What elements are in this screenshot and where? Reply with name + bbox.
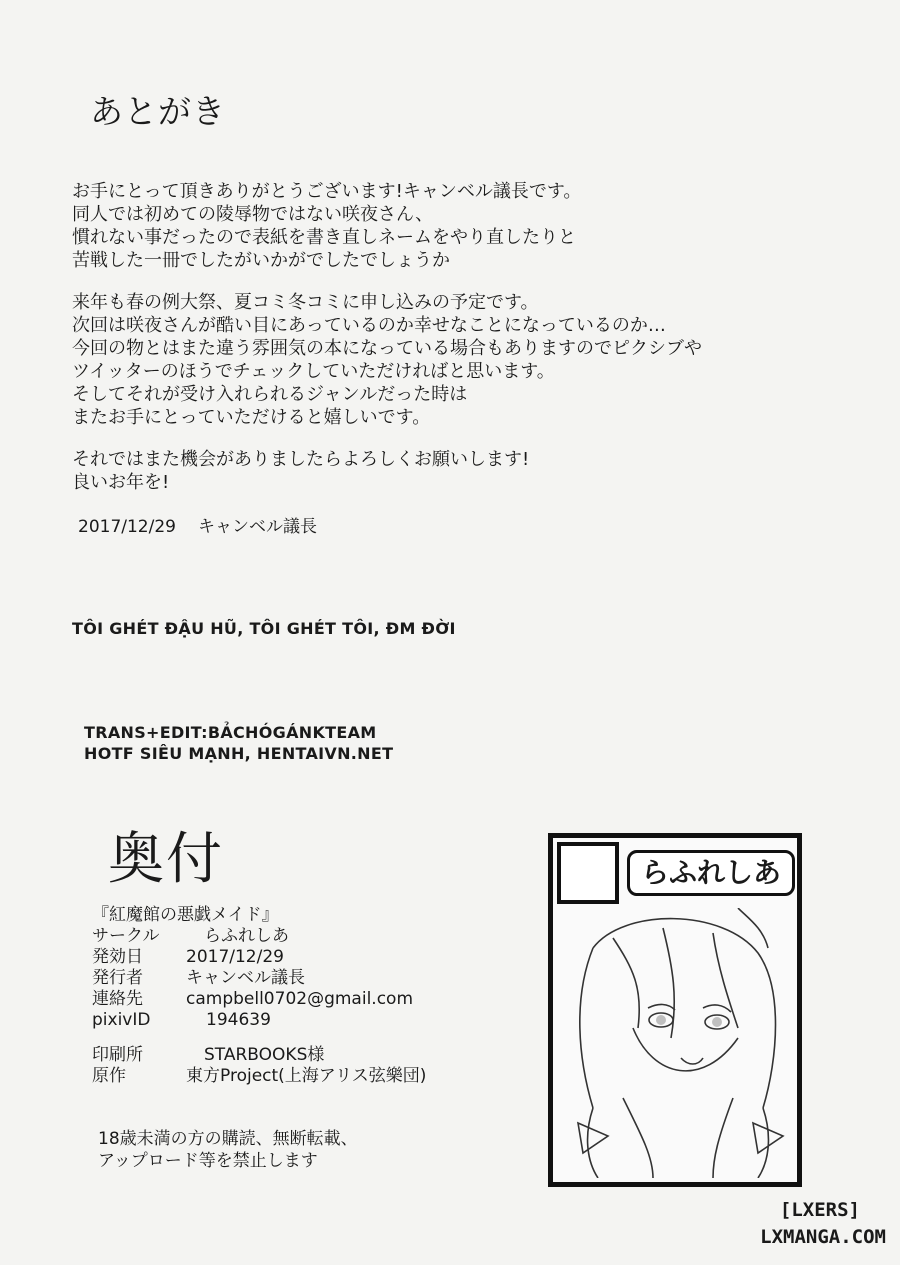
- credit-line: TRANS+EDIT:BẢCHÓGÁNKTEAM: [84, 723, 377, 742]
- colophon-row: [92, 947, 426, 968]
- warning-line: アップロード等を禁止します: [98, 1151, 318, 1171]
- colophon-value: 194639: [206, 1010, 271, 1030]
- colophon-value: 東方Project(上海アリス弦樂団): [186, 1066, 427, 1086]
- credit-line: HOTF SIÊU MẠNH, HENTAIVN.NET: [84, 744, 394, 763]
- afterword-line: 慣れない事だったので表紙を書き直しネームをやり直したりと: [72, 227, 576, 248]
- colophon-key: 原作: [92, 1066, 126, 1086]
- age-warning: [98, 1128, 358, 1172]
- afterword-line: 今回の物とはまた違う雰囲気の本になっている場合もありますのでピクシブや: [72, 338, 702, 359]
- afterword-body: [72, 180, 702, 494]
- stamp-box: [557, 842, 619, 904]
- colophon-row: [92, 926, 426, 947]
- colophon-value: STARBOOKS様: [204, 1045, 325, 1065]
- watermark-site: LXMANGA.COM: [760, 1226, 886, 1248]
- afterword-line: そしてそれが受け入れられるジャンルだった時は: [72, 384, 468, 405]
- afterword-line: 良いお年を!: [72, 472, 170, 493]
- afterword-signoff: [78, 512, 317, 537]
- colophon-key: 印刷所: [92, 1045, 143, 1065]
- watermark-tag: [LXERS]: [779, 1199, 860, 1221]
- colophon-heading: 奥付: [108, 827, 224, 892]
- afterword-line: ツイッターのほうでチェックしていただければと思います。: [72, 361, 555, 382]
- colophon-key: pixivID: [92, 1010, 151, 1030]
- afterword-line: またお手にとっていただけると嬉しいです。: [72, 407, 431, 428]
- colophon-key: サークル: [92, 926, 160, 946]
- colophon-value: らふれしあ: [204, 926, 289, 946]
- colophon: [92, 905, 426, 1087]
- colophon-value: 2017/12/29: [186, 947, 284, 967]
- colophon-key: 連絡先: [92, 989, 143, 1009]
- colophon-row: [92, 1066, 426, 1087]
- translator-credits: [84, 722, 393, 764]
- afterword-line: 次回は咲夜さんが酷い目にあっているのか幸せなことになっているのか…: [72, 315, 666, 336]
- colophon-row: [92, 968, 426, 989]
- afterword-line: お手にとって頂きありがとうございます!キャンベル議長です。: [72, 181, 582, 202]
- warning-line: 18歳未満の方の購読、無断転載、: [98, 1129, 358, 1149]
- afterword-line: 苦戦した一冊でしたがいかがでしたでしょうか: [72, 250, 450, 271]
- colophon-row: [92, 989, 426, 1010]
- colophon-key: 発効日: [92, 947, 143, 967]
- cover-thumbnail: [548, 833, 802, 1187]
- afterword-line: 同人では初めての陵辱物ではない咲夜さん、: [72, 204, 434, 225]
- book-title: 『紅魔館の悪戯メイド』: [92, 905, 279, 925]
- colophon-row: [92, 1045, 426, 1066]
- colophon-row: [92, 1010, 426, 1031]
- cover-illustration: [553, 908, 797, 1178]
- colophon-value: キャンベル議長: [186, 968, 305, 988]
- afterword-signature: キャンベル議長: [197, 517, 317, 537]
- translator-note: TÔI GHÉT ĐẬU HŨ, TÔI GHÉT TÔI, ĐM ĐỜI: [72, 619, 456, 638]
- cover-circle-name: らふれしあ: [627, 850, 795, 896]
- colophon-value: campbell0702@gmail.com: [186, 989, 414, 1009]
- afterword-line: それではまた機会がありましたらよろしくお願いします!: [72, 449, 530, 470]
- colophon-key: 発行者: [92, 968, 143, 988]
- afterword-line: 来年も春の例大祭、夏コミ冬コミに申し込みの予定です。: [72, 292, 539, 313]
- afterword-date: 2017/12/29: [78, 517, 176, 537]
- afterword-title: あとがき: [90, 92, 226, 131]
